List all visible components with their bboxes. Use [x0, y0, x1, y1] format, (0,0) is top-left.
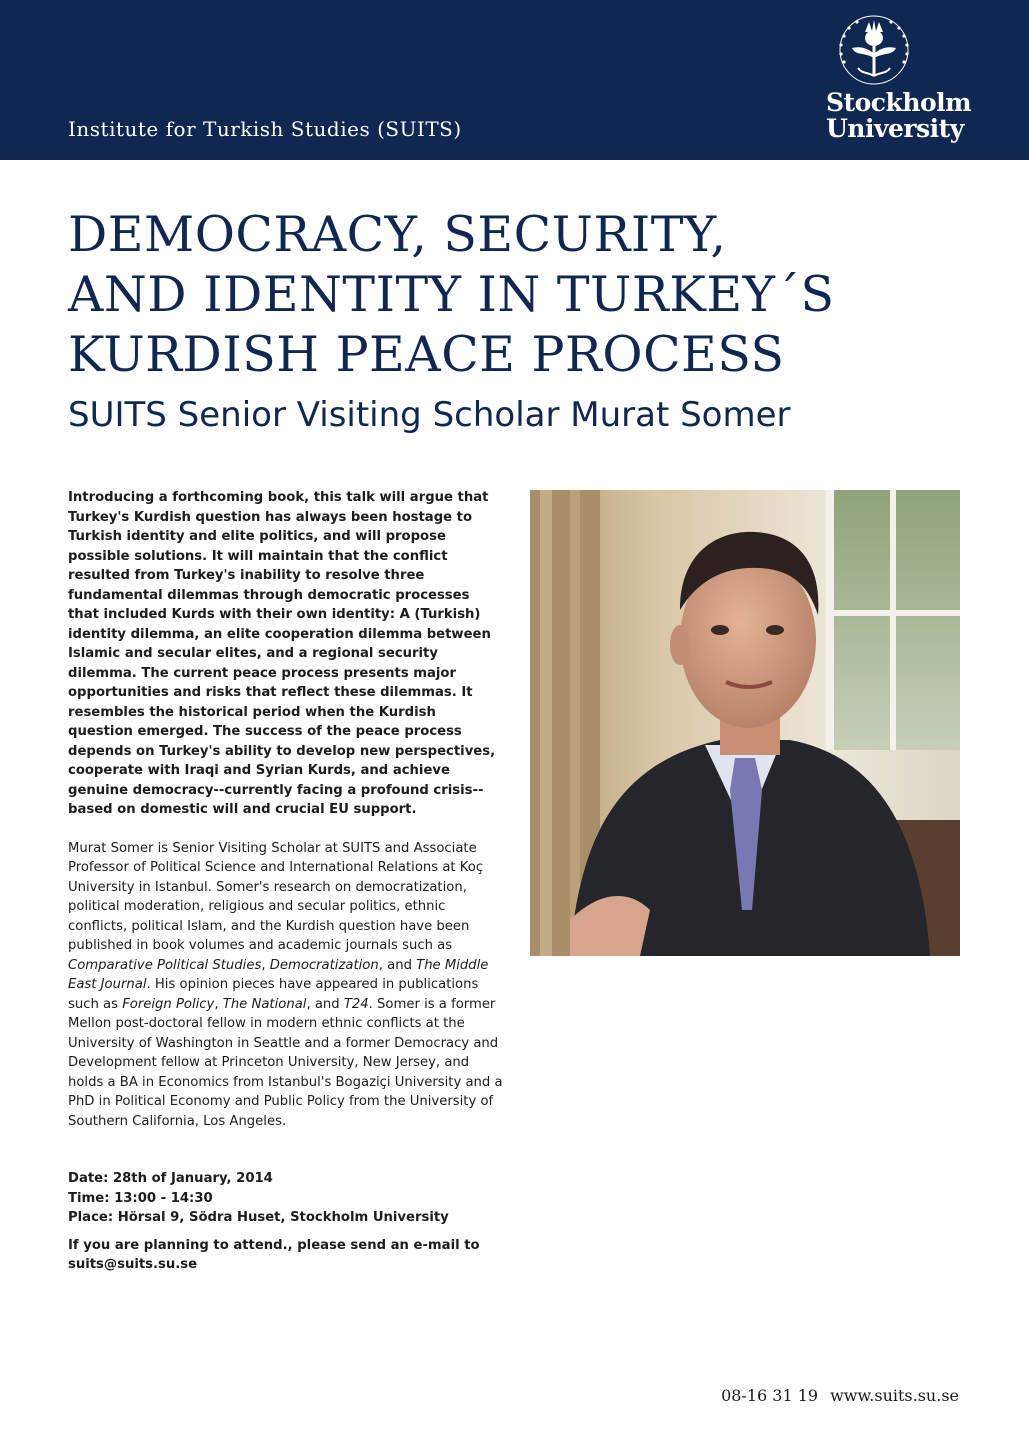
title-line-3: KURDISH PEACE PROCESS [68, 326, 785, 383]
bio-separator: , [214, 996, 223, 1012]
bio-text-3: . Somer is a former Mellon post-doctoral fellow in modern ethnic conflicts at the University of Washington in Seattle and a former Democracy and Development fellow at Princeton University, New Jersey, and holds a BA in Economics from Istanbul's Bogaziçi University and a PhD in Political Economy and Public Policy from the University of Southern California, Los Angeles. [68, 996, 503, 1129]
journal-title: Comparative Political Studies [68, 957, 262, 973]
body-column [68, 488, 504, 1275]
bio-separator: , and [378, 957, 417, 973]
logo-line-university: University [826, 114, 964, 143]
journal-title: The Middle East Journal [68, 957, 489, 992]
bio-separator: , [261, 957, 270, 973]
publication-title: T24 [343, 996, 369, 1012]
speaker-subtitle: SUITS Senior Visiting Scholar Murat Somer [68, 395, 791, 435]
logo-line-stockholm: Stockholm [826, 88, 972, 117]
footer-phone: 08-16 31 19 [721, 1386, 819, 1405]
event-date: Date: 28th of January, 2014 [68, 1171, 273, 1186]
title-line-1: DEMOCRACY, SECURITY, [68, 206, 727, 263]
publication-title: Foreign Policy [122, 996, 215, 1012]
event-title [68, 205, 968, 385]
journal-title: Democratization [269, 957, 379, 973]
speaker-bio [68, 839, 504, 1132]
event-time: Time: 13:00 - 14:30 [68, 1190, 213, 1206]
thistle-seal-icon [826, 12, 976, 90]
bio-separator: , and [306, 996, 344, 1012]
speaker-portrait-illustration [530, 490, 960, 956]
publication-title: The National [222, 996, 307, 1012]
footer-website-link[interactable]: www.suits.su.se [830, 1386, 959, 1405]
rsvp-email-link[interactable]: suits@suits.su.se [68, 1257, 198, 1272]
event-place: Place: Hörsal 9, Södra Huset, Stockholm University [68, 1210, 449, 1225]
bio-text-2: . His opinion pieces have appeared in publications such as [68, 977, 479, 1012]
logo-wordmark [826, 90, 976, 142]
rsvp-text: If you are planning to attend., please send an e-mail to [68, 1237, 480, 1253]
institute-name: Institute for Turkish Studies (SUITS) [68, 117, 462, 141]
talk-abstract: Introducing a forthcoming book, this talk will argue that Turkey's Kurdish question has always been hostage to Turkish identity and elite politics, and will propose possible solutions. It will maintain that the conflict resulted from Turkey's inability to resolve three fundamental dilemmas through democratic processes that included Kurds with their own identity: A (Turkish) identity dilemma, an elite cooperation dilemma between Islamic and secular elites, and a regional security dilemma. The current peace process presents major opportunities and risks that reflect these dilemmas. It resembles the historical period when the Kurdish question emerged. The success of the peace process depends on Turkey's ability to develop new perspectives, cooperate with Iraqi and Syrian Kurds, and achieve genuine democracy--currently facing a profound crisis--based on domestic will and crucial EU support. [68, 490, 496, 817]
footer-contact [709, 1386, 959, 1405]
header-banner [0, 0, 1029, 160]
event-details [68, 1169, 504, 1228]
speaker-photo [530, 490, 960, 956]
stockholm-university-logo [826, 12, 976, 152]
rsvp-note [68, 1236, 504, 1275]
bio-text-1: Murat Somer is Senior Visiting Scholar at SUITS and Associate Professor of Political Science and International Relations at Koç University in Istanbul. Somer's research on democratization, political moderation, religious and secular politics, ethnic conflicts, political Islam, and the Kurdish question have been published in book volumes and academic journals such as [68, 840, 484, 953]
title-line-2: AND IDENTITY IN TURKEY´S [68, 266, 835, 323]
